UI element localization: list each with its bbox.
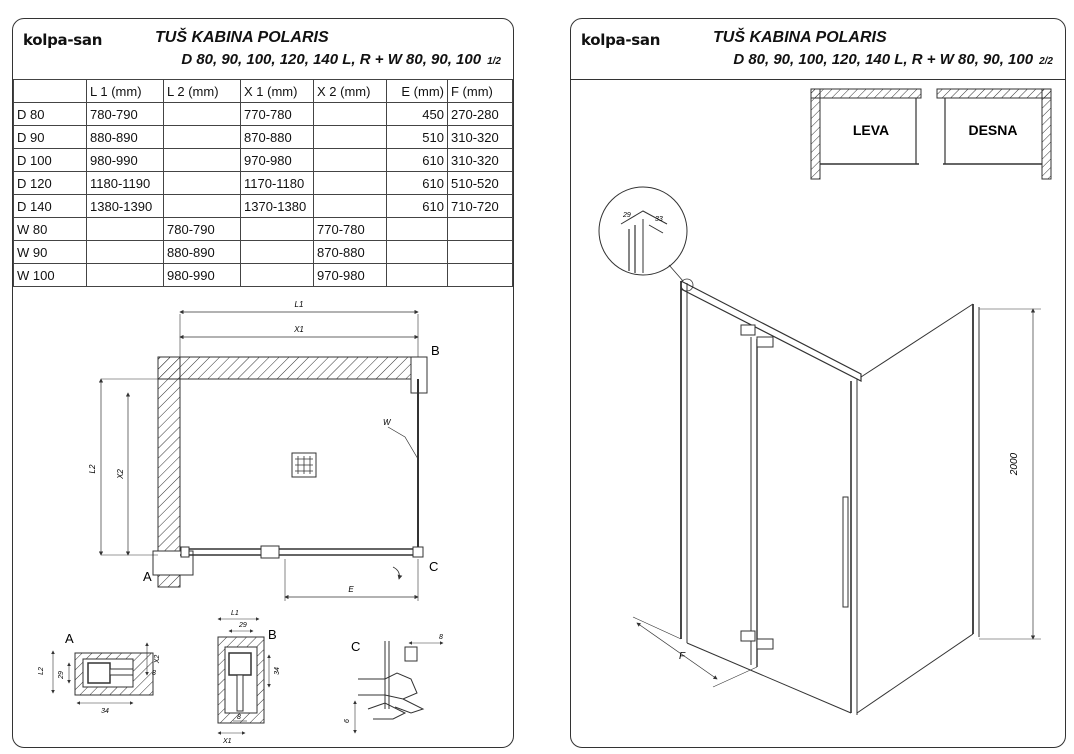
table-cell: D 100 [14, 149, 87, 172]
table-cell: 780-790 [87, 103, 164, 126]
table-cell: 510 [387, 126, 448, 149]
table-cell: 770-780 [241, 103, 314, 126]
svg-text:L2: L2 [38, 667, 45, 675]
table-cell: 880-890 [87, 126, 164, 149]
dim-F: F [679, 651, 686, 662]
table-cell: L 1 (mm) [87, 80, 164, 103]
brand-logo: kolpa-san [581, 31, 661, 49]
sheet-2-subtitle: D 80, 90, 100, 120, 140 L, R + W 80, 90, 100 2/2 [733, 51, 1053, 68]
table-cell: X 2 (mm) [314, 80, 387, 103]
svg-text:29: 29 [58, 671, 65, 679]
sheet-1 [12, 18, 514, 748]
table-cell: 1170-1180 [241, 172, 314, 195]
cabin-perspective [633, 281, 1041, 715]
svg-text:34: 34 [101, 708, 109, 715]
table-cell: X 1 (mm) [241, 80, 314, 103]
leva-label: LEVA [852, 122, 890, 138]
table-cell: 1370-1380 [241, 195, 314, 218]
table-cell: 870-880 [241, 126, 314, 149]
table-cell: 880-890 [164, 241, 241, 264]
table-cell: 710-720 [448, 195, 513, 218]
sheet-2 [570, 18, 1066, 748]
sheet-1-page: 1/2 [487, 56, 501, 67]
table-cell: 610 [387, 172, 448, 195]
table-cell: 610 [387, 195, 448, 218]
table-cell: 770-780 [314, 218, 387, 241]
sheet-1-title: TUŠ KABINA POLARIS [155, 29, 329, 46]
detail-a-label: A [65, 631, 74, 646]
table-cell: E (mm) [387, 80, 448, 103]
dim-E: E [348, 585, 354, 594]
table-cell: 980-990 [87, 149, 164, 172]
svg-text:33: 33 [655, 216, 663, 223]
detail-c [344, 634, 443, 733]
sheet-1-subtitle: D 80, 90, 100, 120, 140 L, R + W 80, 90, 100 1/2 [181, 51, 501, 68]
table-cell: 970-980 [314, 264, 387, 287]
table-cell: 1180-1190 [87, 172, 164, 195]
sheet-2-title: TUŠ KABINA POLARIS [713, 29, 887, 46]
svg-text:29: 29 [239, 622, 247, 629]
table-cell: 780-790 [164, 218, 241, 241]
brand-logo: kolpa-san [23, 31, 103, 49]
orientation-desna [937, 89, 1051, 179]
corner-detail-zoom [599, 187, 693, 291]
height-2000: 2000 [1009, 452, 1020, 476]
table-cell: 450 [387, 103, 448, 126]
svg-text:8: 8 [152, 670, 156, 677]
sheet-2-page: 2/2 [1039, 56, 1053, 67]
svg-text:29: 29 [623, 212, 631, 219]
label-W: W [383, 418, 391, 427]
dim-X1: X1 [294, 325, 304, 334]
table-cell: D 120 [14, 172, 87, 195]
table-cell: F (mm) [448, 80, 513, 103]
table-cell: 980-990 [164, 264, 241, 287]
sheet-1-drawings [13, 19, 513, 747]
svg-text:X1: X1 [223, 738, 232, 745]
desna-label: DESNA [968, 122, 1018, 138]
dim-X2: X2 [116, 469, 125, 479]
table-cell: 270-280 [448, 103, 513, 126]
label-A: A [143, 569, 152, 584]
floor-plan [88, 300, 440, 601]
detail-b [218, 610, 281, 745]
table-cell: W 100 [14, 264, 87, 287]
svg-text:X2: X2 [154, 654, 161, 664]
table-cell: D 140 [14, 195, 87, 218]
sheet-2-drawings [571, 19, 1065, 747]
detail-c-label: C [351, 639, 361, 654]
svg-text:L1: L1 [231, 610, 239, 617]
table-cell: 310-320 [448, 149, 513, 172]
detail-a [38, 631, 161, 715]
table-cell: W 80 [14, 218, 87, 241]
detail-b-label: B [268, 627, 277, 642]
svg-text:6: 6 [344, 719, 351, 723]
table-cell: D 90 [14, 126, 87, 149]
table-cell: 870-880 [314, 241, 387, 264]
dim-L2: L2 [88, 464, 97, 474]
table-cell: W 90 [14, 241, 87, 264]
svg-text:34: 34 [274, 667, 281, 675]
table-cell: 510-520 [448, 172, 513, 195]
table-cell: L 2 (mm) [164, 80, 241, 103]
table-cell: 1380-1390 [87, 195, 164, 218]
table-cell: D 80 [14, 103, 87, 126]
label-C: C [429, 559, 439, 574]
dim-L1: L1 [294, 300, 304, 309]
table-cell: 970-980 [241, 149, 314, 172]
orientation-leva [811, 89, 921, 179]
table-cell: 310-320 [448, 126, 513, 149]
svg-text:8: 8 [237, 714, 241, 721]
table-cell: 610 [387, 149, 448, 172]
label-B: B [431, 343, 440, 358]
svg-text:8: 8 [439, 634, 443, 641]
